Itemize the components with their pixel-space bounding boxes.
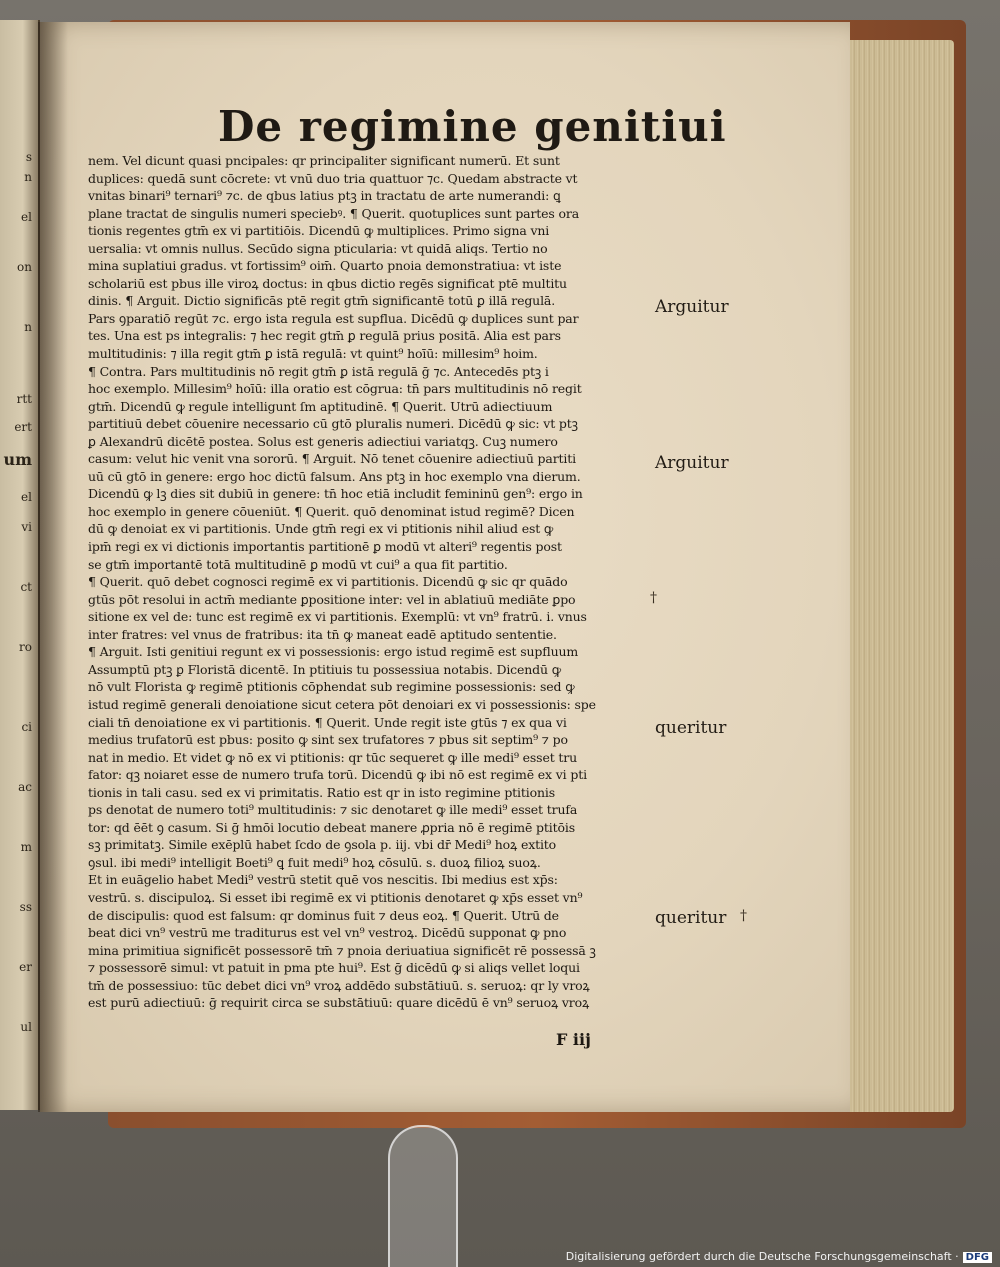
text-line: sitione ex vel de: tunc est regimē ex vi partitionis. Exemplū: vt vn⁹ fratrū. i. vnus: [88, 609, 587, 625]
marginal-note: Arguitur: [655, 297, 729, 317]
left-page-text: m: [20, 840, 32, 854]
text-line: nō vult Florista ꝙ regimē ptitionis cōphendat sub regimine possessionis: sed ꝙ: [88, 679, 575, 695]
marginal-note: Arguitur: [655, 453, 729, 473]
text-line: dū ꝙ denoiat ex vi partitionis. Unde gtm̄ regi ex vi ptitionis nihil aliud est ꝙ: [88, 521, 554, 537]
pencil-mark-icon: †: [740, 908, 747, 924]
left-page-text: ac: [18, 780, 32, 794]
text-line: vnitas binari⁹ ternari⁹ ⁊c. de qbus latius ptꝫ in tractatu de arte numerandi: ꝗ: [88, 188, 561, 204]
left-page-fragment: [0, 20, 40, 1110]
body-text: [88, 152, 658, 1029]
left-page-text: ro: [19, 640, 32, 654]
text-line: mina primitiua significēt possessorē tm̄ ⁊ pnoia deriuatiua significēt rē possessā ꝫ: [88, 942, 596, 958]
text-line: inter fratres: vel vnus de fratribus: ita tn̄ ꝙ maneat eadē aptitudo sententie.: [88, 626, 557, 642]
left-page-text: n: [24, 320, 32, 334]
text-line: multitudinis: ⁊ illa regit gtm̄ ꝑ istā regulā: vt quint⁹ hoīū: millesim⁹ hoim.: [88, 346, 538, 362]
text-line: ꝑ Alexandrū dicētē postea. Solus est generis adiectiui variatqꝫ. Cuꝫ numero: [88, 433, 558, 449]
text-line: scholariū est pbus ille viroꝝ doctus: in qbus dictio regēs significat ptē multitu: [88, 275, 567, 291]
text-line: gtm̄. Dicendū ꝙ regule intelligunt ſm aptitudinē. ¶ Querit. Utrū adiectiuum: [88, 398, 553, 414]
text-line: medius trufatorū est pbus: posito ꝙ sint sex trufatores ⁊ pbus sit septim⁹ ⁊ po: [88, 732, 568, 748]
left-page-text: ul: [20, 1020, 32, 1034]
text-line: Et in euāgelio habet Medi⁹ vestrū stetit quē vos nescitis. Ibi medius est xp̄s:: [88, 872, 558, 888]
page-edges: [846, 40, 954, 1112]
page-title: De regimine genitiui: [218, 102, 727, 151]
left-page-text: er: [19, 960, 32, 974]
text-line: uersalia: vt omnis nullus. Secūdo signa pticularia: vt quidā aliqs. Tertio no: [88, 240, 548, 256]
text-line: dinis. ¶ Arguit. Dictio significās ptē regit gtm̄ significantē totū ꝑ illā regulā.: [88, 293, 556, 309]
text-line: ipm̄ regi ex vi dictionis importantis partitionē ꝑ modū vt alteri⁹ regentis post: [88, 539, 562, 555]
text-line: de discipulis: quod est falsum: qr dominus fuit ⁊ deus eoꝝ. ¶ Querit. Utrū de: [88, 907, 559, 923]
text-line: duplices: quedā sunt cōcrete: vt vnū duo tria quattuor ⁊c. Quedam abstracte vt: [88, 170, 578, 186]
text-line: Pars ꝯparatiō regūt ⁊c. ergo ista regula est supflua. Dicēdū ꝙ duplices sunt par: [88, 310, 579, 326]
text-line: ¶ Querit. quō debet cognosci regimē ex vi partitionis. Dicendū ꝙ sic qr quādo: [88, 574, 568, 590]
text-line: ciali tn̄ denoiatione ex vi partitionis. ¶ Querit. Unde regit iste gtūs ⁊ ex qua vi: [88, 714, 567, 730]
text-line: se gtm̄ importantē totā multitudinē ꝑ modū vt cui⁹ a qua fit partitio.: [88, 556, 508, 572]
spine-shadow: [38, 22, 68, 1112]
text-line: tm̄ de possessiuo: tūc debet dici vn⁹ vroꝝ addēdo substātiuū. s. seruoꝝ: qr ly vroꝝ: [88, 977, 590, 993]
text-line: ⁊ possessorē simul: vt patuit in pma pte hui⁹. Est ḡ dicēdū ꝙ si aliqs vellet loqui: [88, 960, 580, 976]
text-line: ꝯsul. ibi medi⁹ intelligit Boeti⁹ ꝗ fuit medi⁹ hoꝝ cōsulū. s. duoꝝ filioꝝ suoꝝ.: [88, 854, 541, 870]
text-line: sꝫ primitatꝫ. Simile exēplū habet ſcdo de ꝯsola p. iij. vbi dr̄ Medi⁹ hoꝝ extito: [88, 837, 557, 853]
text-line: tor: qd ēēt ꝯ casum. Si ḡ hmōi locutio debeat manere ꝓpria nō ē regimē ptitōis: [88, 819, 575, 835]
text-line: vestrū. s. discipuloꝝ. Si esset ibi regimē ex vi ptitionis denotaret ꝙ xp̄s esset vn⁹: [88, 889, 583, 905]
text-line: tes. Una est ps integralis: ⁊ hec regit gtm̄ ꝑ regulā prius positā. Alia est pars: [88, 328, 561, 344]
signature-mark: F iij: [556, 1030, 591, 1049]
text-line: istud regimē generali denoiatione sicut cetera pōt denoiari ex vi possessionis: spe: [88, 696, 596, 712]
left-page-text: el: [21, 490, 32, 504]
left-page-text: el: [21, 210, 32, 224]
text-line: Dicendū ꝙ lꝫ dies sit dubiū in genere: tn̄ hoc etiā includit femininū gen⁹: ergo in: [88, 486, 583, 502]
left-page-text: ss: [19, 900, 32, 914]
left-page-text: n: [24, 170, 32, 184]
text-line: beat dici vn⁹ vestrū me traditurus est vel vn⁹ vestroꝝ. Dicēdū supponat ꝙ pno: [88, 925, 567, 941]
left-page-text: rtt: [16, 392, 32, 406]
text-line: mina suplatiui gradus. vt fortissim⁹ oim̄. Quarto pnoia demonstratiua: vt iste: [88, 258, 562, 274]
text-line: est purū adiectiuū: ḡ requirit circa se substātiuū: quare dicēdū ē vn⁹ seruoꝝ vroꝝ: [88, 995, 590, 1011]
text-line: ps denotat de numero toti⁹ multitudinis: ⁊ sic denotaret ꝙ ille medi⁹ esset trufa: [88, 802, 578, 818]
text-line: fator: qꝫ noiaret esse de numero trufa torū. Dicendū ꝙ ibi nō est regimē ex vi pti: [88, 767, 587, 783]
left-page-text: on: [17, 260, 32, 274]
text-line: Assumptū ptꝫ ꝑ Floristā dicentē. In ptitiuis tu possessiua notabis. Dicendū ꝙ: [88, 661, 561, 677]
text-line: [88, 1012, 658, 1030]
text-line: hoc exemplo in genere cōueniūt. ¶ Querit. quō denominat istud regimē? Dicen: [88, 503, 575, 519]
text-line: partitiuū debet cōuenire necessario cū gtō pluralis numeri. Dicēdū ꝙ sic: vt ptꝫ: [88, 416, 578, 432]
text-line: nat in medio. Et videt ꝙ nō ex vi ptitionis: qr tūc sequeret ꝙ ille medi⁹ esset tru: [88, 749, 577, 765]
text-line: tionis in tali casu. sed ex vi primitatis. Ratio est qr in isto regimine ptitionis: [88, 784, 556, 800]
text-line: gtūs pōt resolui in actm̄ mediante ꝑpositione inter: vel in ablatiuū mediāte ꝑpo: [88, 591, 576, 607]
left-page-text: ci: [21, 720, 32, 734]
text-line: casum: velut hic venit vna sororū. ¶ Arguit. Nō tenet cōuenire adiectiuū partiti: [88, 451, 576, 467]
footer-text: Digitalisierung gefördert durch die Deutsche Forschungsgemeinschaft ·: [565, 1250, 959, 1263]
text-line: plane tractat de singulis numeri speciebꝰ. ¶ Querit. quotuplices sunt partes ora: [88, 205, 580, 221]
marginal-note: queritur: [655, 718, 727, 738]
text-line: tionis regentes gtm̄ ex vi partitiōis. Dicendū ꝙ multiplices. Primo signa vni: [88, 223, 550, 239]
pencil-mark-icon: †: [650, 590, 657, 606]
left-page-text: um: [3, 450, 32, 469]
text-line: hoc exemplo. Millesim⁹ hoīū: illa oratio est cōgrua: tn̄ pars multitudinis nō regit: [88, 381, 582, 397]
left-page-text: ert: [14, 420, 32, 434]
book-support-clip: [388, 1125, 458, 1267]
left-page-text: vi: [21, 520, 32, 534]
text-line: nem. Vel dicunt quasi pncipales: qr principaliter significant numerū. Et sunt: [88, 153, 560, 168]
footer-credit: [566, 1250, 992, 1263]
left-page-text: ct: [20, 580, 32, 594]
marginal-note: queritur: [655, 908, 727, 928]
dfg-logo-icon: DFG: [963, 1252, 992, 1263]
left-page-text: s: [25, 150, 32, 164]
text-line: uū cū gtō in genere: ergo hoc dictū falsum. Ans ptꝫ in hoc exemplo vna dierum.: [88, 468, 581, 484]
text-line: ¶ Contra. Pars multitudinis nō regit gtm̄ ꝑ istā regulā ḡ ⁊c. Antecedēs ptꝫ i: [88, 363, 549, 379]
text-line: ¶ Arguit. Isti genitiui regunt ex vi possessionis: ergo istud regimē est supfluum: [88, 644, 579, 660]
